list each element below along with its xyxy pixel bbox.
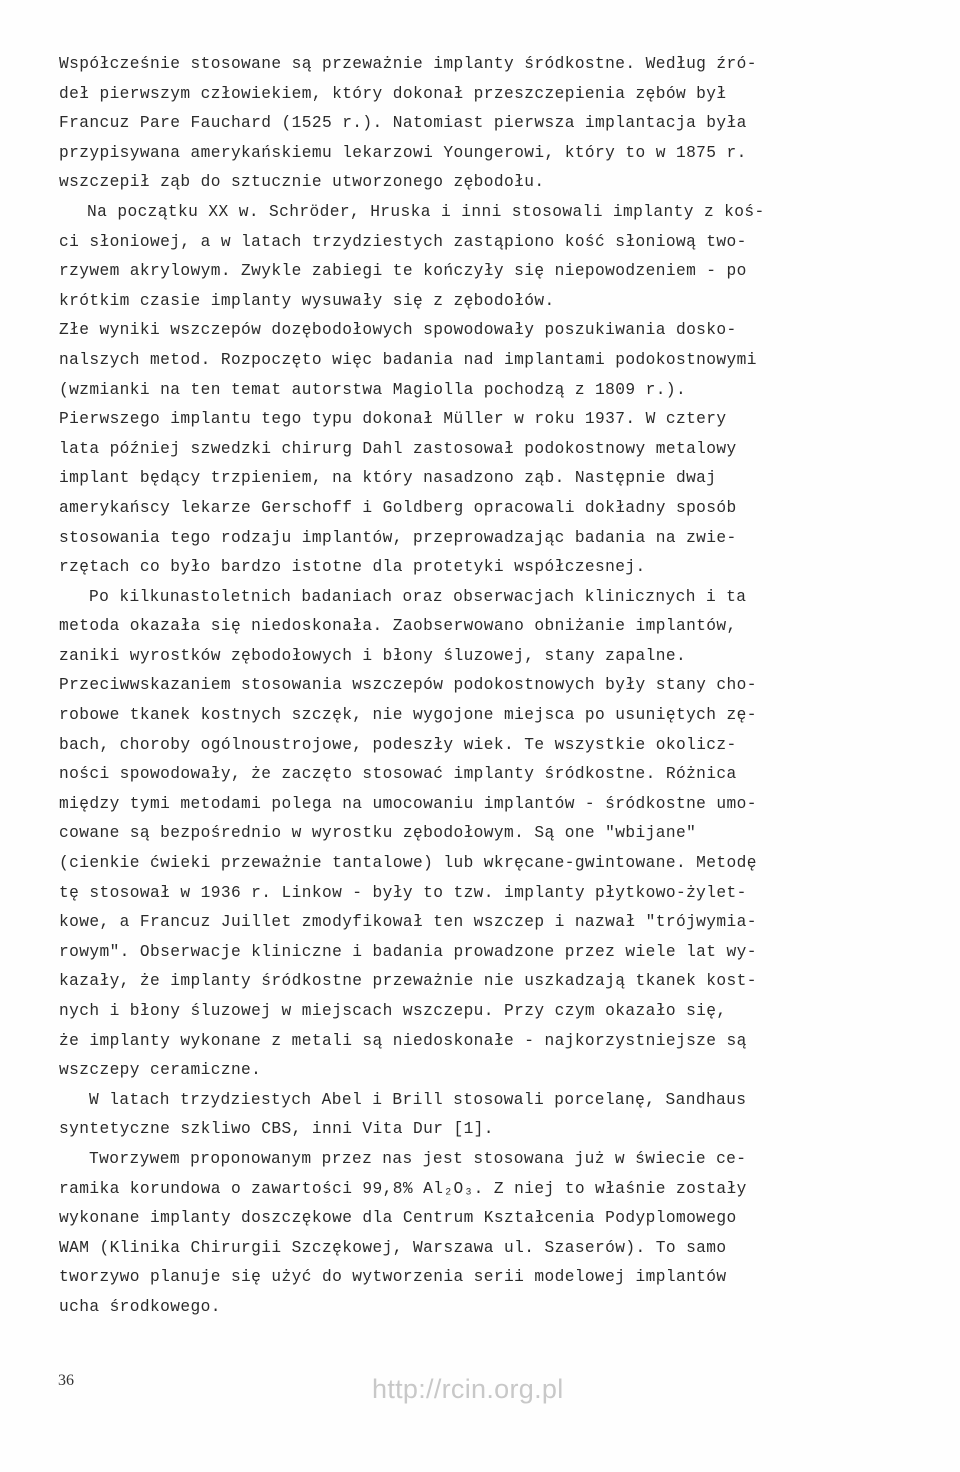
text-line: nalszych metod. Rozpoczęto więc badania nad implantami podokostnowymi (59, 350, 757, 369)
text-line: zaniki wyrostków zębodołowych i błony śluzowej, stany zapalne. (59, 646, 687, 665)
text-line: (wzmianki na ten temat autorstwa Magiolla pochodzą z 1809 r.). (59, 380, 687, 399)
text-line: wszczepił ząb do sztucznie utworzonego zębodołu. (59, 173, 545, 192)
text-line: Francuz Pare Fauchard (1525 r.). Natomiast pierwsza implantacja była (59, 114, 747, 133)
text-line: implant będący trzpieniem, na który nasadzono ząb. Następnie dwaj (59, 469, 717, 488)
text-line: wykonane implanty doszczękowe dla Centrum Kształcenia Podyplomowego (59, 1209, 737, 1228)
text-line: nych i błony śluzowej w miejscach wszczepu. Przy czym okazało się, (59, 1002, 727, 1020)
text-line: stosowania tego rodzaju implantów, przeprowadzając badania na zwie- (59, 528, 737, 547)
body-text (59, 50, 901, 1323)
text-line: Złe wyniki wszczepów dozębodołowych spowodowały poszukiwania dosko- (59, 321, 737, 340)
text-line: ci słoniowej, a w latach trzydziestych zastąpiono kość słoniową two- (59, 232, 747, 251)
text-line: Na początku XX w. Schröder, Hruska i inni stosowali implanty z koś- (87, 202, 765, 221)
text-line: WAM (Klinika Chirurgii Szczękowej, Warszawa ul. Szaserów). To samo (59, 1238, 727, 1257)
text-line: robowe tkanek kostnych szczęk, nie wygojone miejsca po usuniętych zę- (59, 706, 757, 725)
text-line: amerykańscy lekarze Gerschoff i Goldberg opracowali dokładny sposób (59, 498, 737, 517)
text-line: cowane są bezpośrednio w wyrostku zębodołowym. Są one "wbijane" (59, 824, 697, 843)
text-line: (cienkie ćwieki przeważnie tantalowe) lub wkręcane-gwintowane. Metodę (59, 854, 757, 873)
text-line: rzywem akrylowym. Zwykle zabiegi te kończyły się niepowodzeniem - po (59, 262, 747, 281)
text-line: wszczepy ceramiczne. (59, 1061, 262, 1080)
text-line: lata później szwedzki chirurg Dahl zastosował podokostnowy metalowy (59, 439, 737, 458)
text-line: kowe, a Francuz Juillet zmodyfikował ten wszczep i nazwał "trójwymia- (59, 913, 757, 932)
text-line: bach, choroby ogólnoustrojowe, podeszły wiek. Te wszystkie okolicz- (59, 735, 737, 754)
text-line: krótkim czasie implanty wysuwały się z zębodołów. (59, 291, 555, 310)
text-line: tę stosował w 1936 r. Linkow - były to tzw. implanty płytkowo-żylet- (59, 883, 747, 902)
text-line: przypisywana amerykańskiemu lekarzowi Youngerowi, który to w 1875 r. (59, 143, 747, 162)
page-number: 36 (58, 1372, 74, 1389)
text-line: ności spowodowały, że zaczęto stosować implanty śródkostne. Różnica (59, 765, 737, 784)
text-line: Współcześnie stosowane są przeważnie implanty śródkostne. Według źró- (59, 55, 757, 73)
watermark-url: http://rcin.org.pl (372, 1374, 564, 1404)
text-line: syntetyczne szkliwo CBS, inni Vita Dur [1]. (59, 1120, 494, 1139)
text-line: rzętach co było bardzo istotne dla protetyki współczesnej. (59, 558, 646, 577)
text-line: rowym". Obserwacje kliniczne i badania prowadzone przez wiele lat wy- (59, 942, 757, 961)
text-line: Tworzywem proponowanym przez nas jest stosowana już w świecie ce- (89, 1149, 747, 1168)
text-line: Po kilkunastoletnich badaniach oraz obserwacjach klinicznych i ta (89, 587, 747, 606)
text-line: ucha środkowego. (59, 1297, 221, 1316)
text-line: deł pierwszym człowiekiem, który dokonał przeszczepienia zębów był (59, 84, 727, 103)
text-line: Pierwszego implantu tego typu dokonał Müller w roku 1937. W cztery (59, 410, 727, 429)
text-line: kazały, że implanty śródkostne przeważnie nie uszkadzają tkanek kost- (59, 972, 757, 991)
text-line: W latach trzydziestych Abel i Brill stosowali porcelanę, Sandhaus (89, 1090, 747, 1109)
text-line: między tymi metodami polega na umocowaniu implantów - śródkostne umo- (59, 794, 757, 813)
text-line: ramika korundowa o zawartości 99,8% Al₂O₃. Z niej to właśnie zostały (59, 1179, 747, 1198)
text-line: Przeciwwskazaniem stosowania wszczepów podokostnowych były stany cho- (59, 676, 757, 695)
text-line: że implanty wykonane z metali są niedoskonałe - najkorzystniejsze są (59, 1031, 747, 1050)
text-line: tworzywo planuje się użyć do wytworzenia serii modelowej implantów (59, 1268, 727, 1287)
text-line: metoda okazała się niedoskonała. Zaobserwowano obniżanie implantów, (59, 617, 737, 636)
